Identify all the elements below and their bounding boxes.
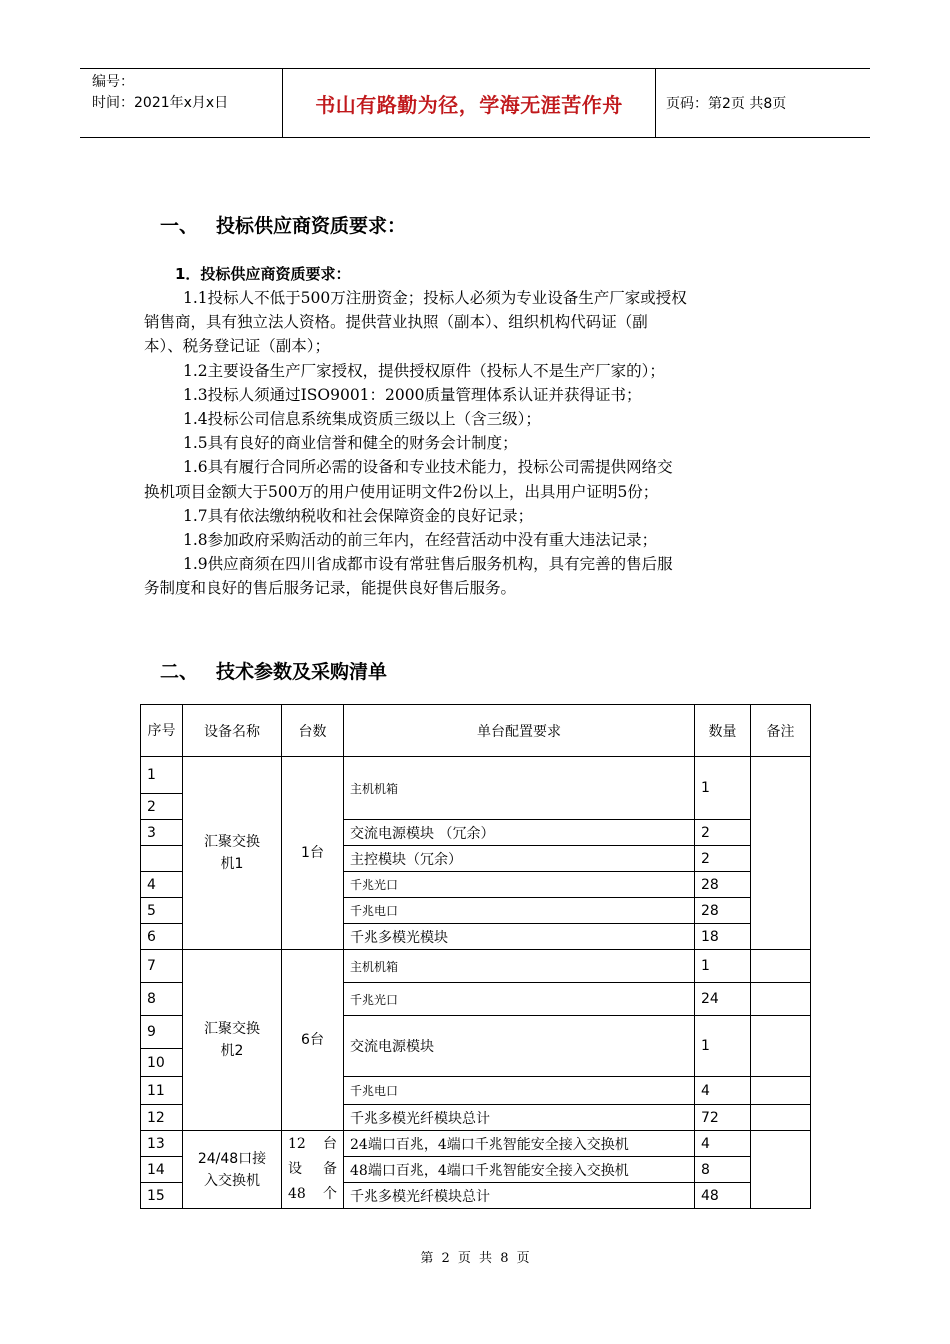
device-count-cell — [282, 1131, 344, 1209]
config-cell: 主机机箱 — [344, 757, 695, 820]
config-cell: 千兆多模光纤模块总计 — [344, 1183, 695, 1209]
page-header — [80, 68, 870, 138]
seq-cell: 4 — [141, 872, 183, 898]
header-page-info: 页码：第2页 共8页 — [666, 96, 787, 112]
seq-cell: 13 — [141, 1131, 183, 1157]
seq-cell: 3 — [141, 820, 183, 846]
qty-cell: 18 — [695, 924, 751, 950]
body-line: 1.7具有依法缴纳税收和社会保障资金的良好记录； — [183, 506, 534, 525]
remark-cell — [751, 983, 811, 1016]
remark-cell — [751, 1016, 811, 1077]
seq-cell: 12 — [141, 1105, 183, 1131]
body-line: 1.5具有良好的商业信誉和健全的财务会计制度； — [183, 434, 518, 453]
header-meta — [80, 69, 282, 137]
seq-cell: 11 — [141, 1077, 183, 1105]
remark-cell — [751, 757, 811, 950]
count-line: 12 台 — [288, 1136, 337, 1152]
device-count-cell: 1台 — [282, 757, 344, 950]
seq-cell: 15 — [141, 1183, 183, 1209]
header-qty: 数量 — [695, 705, 751, 757]
device-name-cell: 24/48口接入交换机 — [183, 1131, 282, 1209]
qty-cell: 4 — [695, 1077, 751, 1105]
header-seq: 序号 — [141, 705, 183, 757]
section2-heading — [160, 657, 387, 684]
seq-cell: 6 — [141, 924, 183, 950]
seq-cell: 9 — [141, 1016, 183, 1049]
qty-cell: 28 — [695, 872, 751, 898]
qty-cell: 48 — [695, 1183, 751, 1209]
body-line: 销售商，具有独立法人资格。提供营业执照（副本）、组织机构代码证（副 — [144, 313, 648, 332]
qty-cell: 72 — [695, 1105, 751, 1131]
qty-cell: 1 — [695, 757, 751, 820]
table-row — [141, 950, 811, 983]
count-line: 设 备 — [288, 1161, 337, 1177]
header-remark: 备注 — [751, 705, 811, 757]
body-line: 本）、税务登记证（副本）； — [144, 337, 331, 356]
table-row — [141, 1131, 811, 1157]
seq-cell — [141, 846, 183, 872]
qty-cell: 1 — [695, 950, 751, 983]
remark-cell — [751, 1105, 811, 1131]
body-line: 1.3投标人须通过ISO9001：2000质量管理体系认证并获得证书； — [183, 385, 642, 404]
config-cell: 48端口百兆，4端口千兆智能安全接入交换机 — [344, 1157, 695, 1183]
body-line: 1.6具有履行合同所必需的设备和专业技术能力，投标公司需提供网络交 — [183, 458, 673, 477]
table-row — [141, 757, 811, 794]
body-line: 1.2主要设备生产厂家授权，提供授权原件（投标人不是生产厂家的）； — [183, 361, 665, 380]
seq-cell: 10 — [141, 1049, 183, 1077]
remark-cell — [751, 1077, 811, 1105]
device-name-cell: 汇聚交换机1 — [183, 757, 282, 950]
header-config: 单台配置要求 — [344, 705, 695, 757]
body-line: 换机项目金额大于500万的用户使用证明文件2份以上，出具用户证明5份； — [144, 482, 659, 501]
body-line: 1.4投标公司信息系统集成资质三级以上（含三级）； — [183, 410, 541, 429]
config-cell: 千兆电口 — [344, 1077, 695, 1105]
section2-number: 二、 — [160, 661, 199, 683]
config-cell: 主控模块（冗余） — [344, 846, 695, 872]
config-cell: 千兆光口 — [344, 983, 695, 1016]
section1-heading — [160, 211, 406, 238]
section1-title: 投标供应商资质要求： — [216, 215, 407, 237]
header-name: 设备名称 — [183, 705, 282, 757]
section1-body — [144, 286, 814, 601]
config-cell: 主机机箱 — [344, 950, 695, 983]
seq-cell: 1 — [141, 757, 183, 794]
qty-cell: 2 — [695, 820, 751, 846]
config-cell: 24端口百兆，4端口千兆智能安全接入交换机 — [344, 1131, 695, 1157]
qty-cell: 4 — [695, 1131, 751, 1157]
body-line: 务制度和良好的售后服务记录，能提供良好售后服务。 — [144, 579, 517, 598]
remark-cell — [751, 1131, 811, 1209]
section2-title: 技术参数及采购清单 — [216, 661, 388, 683]
config-cell: 千兆电口 — [344, 898, 695, 924]
seq-cell: 14 — [141, 1157, 183, 1183]
seq-cell: 2 — [141, 794, 183, 820]
header-motto: 书山有路勤为径，学海无涯苦作舟 — [282, 69, 656, 137]
config-cell: 千兆多模光模块 — [344, 924, 695, 950]
config-cell: 千兆光口 — [344, 872, 695, 898]
number-label: 编号： — [92, 74, 134, 90]
qty-cell: 28 — [695, 898, 751, 924]
qty-cell: 8 — [695, 1157, 751, 1183]
procurement-table — [140, 704, 811, 1209]
section1-subtitle: 1．投标供应商资质要求： — [175, 265, 351, 283]
qty-cell: 1 — [695, 1016, 751, 1077]
body-line: 1.9供应商须在四川省成都市设有常驻售后服务机构，具有完善的售后服 — [183, 555, 673, 574]
time-label: 时间：2021年x月x日 — [92, 95, 229, 111]
section1-number: 一、 — [160, 215, 199, 237]
seq-cell: 8 — [141, 983, 183, 1016]
qty-cell: 24 — [695, 983, 751, 1016]
table-header-row — [141, 705, 811, 757]
config-cell: 交流电源模块 （冗余） — [344, 820, 695, 846]
device-count-cell: 6台 — [282, 950, 344, 1131]
body-line: 1.1投标人不低于500万注册资金；投标人必须为专业设备生产厂家或授权 — [183, 289, 687, 307]
count-line: 48 个 — [288, 1186, 337, 1202]
device-name-cell: 汇聚交换机2 — [183, 950, 282, 1131]
config-cell: 交流电源模块 — [344, 1016, 695, 1077]
seq-cell: 5 — [141, 898, 183, 924]
page-footer: 第 2 页 共 8 页 — [420, 1251, 530, 1266]
qty-cell: 2 — [695, 846, 751, 872]
body-line: 1.8参加政府采购活动的前三年内，在经营活动中没有重大违法记录； — [183, 531, 658, 550]
header-count: 台数 — [282, 705, 344, 757]
seq-cell: 7 — [141, 950, 183, 983]
remark-cell — [751, 950, 811, 983]
config-cell: 千兆多模光纤模块总计 — [344, 1105, 695, 1131]
